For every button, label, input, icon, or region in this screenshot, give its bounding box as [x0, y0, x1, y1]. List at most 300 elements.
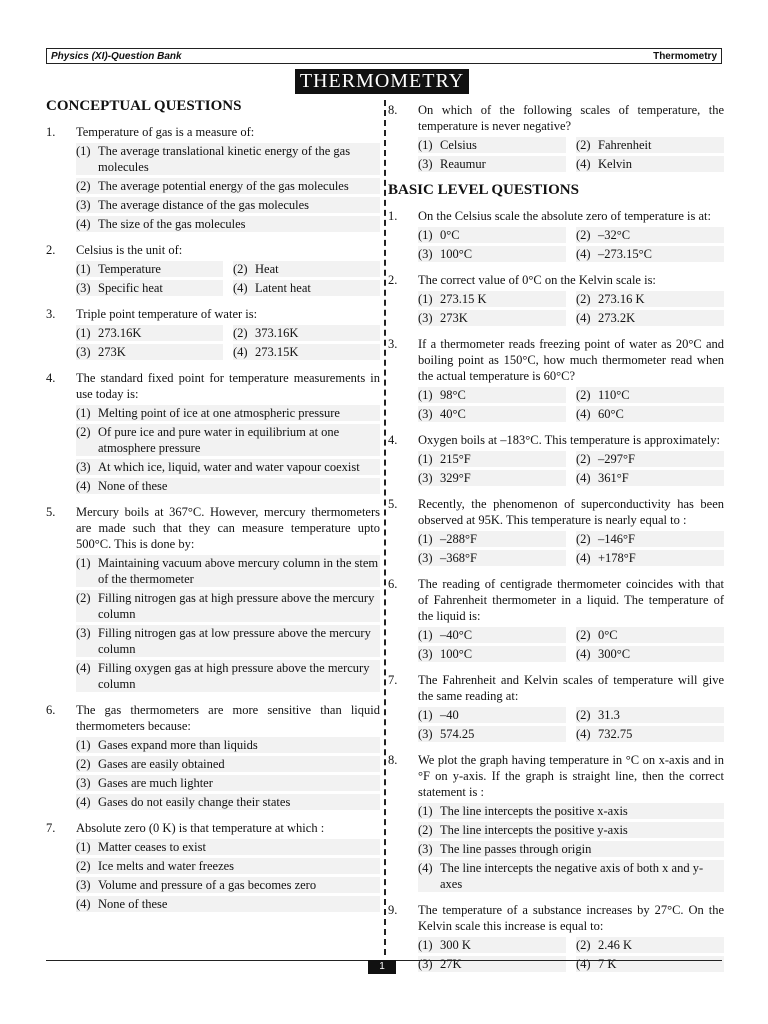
option-number: (4)	[576, 727, 591, 741]
option-number: (2)	[76, 425, 91, 439]
question-text: Celsius is the unit of:	[76, 243, 183, 257]
left-column	[46, 98, 380, 922]
answer-option	[76, 216, 380, 232]
option-list	[76, 143, 380, 232]
option-number: (4)	[576, 157, 591, 171]
question-text: The Fahrenheit and Kelvin scales of temperature will give the same reading at:	[418, 673, 724, 703]
answer-option	[418, 803, 724, 819]
answer-option	[576, 451, 724, 467]
question-text: The correct value of 0°C on the Kelvin scale is:	[418, 273, 656, 287]
option-number: (2)	[576, 532, 591, 546]
option-text: 31.3	[598, 708, 620, 722]
question-number: 8.	[388, 753, 398, 767]
answer-option	[233, 325, 380, 341]
question-block	[388, 672, 724, 742]
option-text: Temperature	[98, 262, 161, 276]
option-text: –40°C	[440, 628, 473, 642]
option-text: The size of the gas molecules	[98, 217, 246, 231]
option-number: (3)	[76, 776, 91, 790]
option-number: (1)	[76, 326, 91, 340]
option-number: (3)	[418, 551, 433, 565]
option-list	[418, 707, 724, 742]
option-text: 273.2K	[598, 311, 636, 325]
option-text: 273.15 K	[440, 292, 487, 306]
answer-option	[233, 261, 380, 277]
option-number: (3)	[418, 957, 433, 971]
option-text: 300 K	[440, 938, 471, 952]
question	[46, 504, 380, 552]
option-list	[76, 839, 380, 912]
answer-option	[76, 405, 380, 421]
option-number: (2)	[76, 757, 91, 771]
option-text: Gases are easily obtained	[98, 757, 225, 771]
question-block	[46, 504, 380, 692]
option-text: Maintaining vacuum above mercury column in the stem of the thermometer	[98, 556, 379, 586]
answer-option	[576, 627, 724, 643]
option-list	[418, 137, 724, 172]
question-number: 6.	[388, 577, 398, 591]
option-number: (2)	[576, 138, 591, 152]
answer-option	[418, 822, 724, 838]
option-text: The line passes through origin	[440, 842, 592, 856]
answer-option	[576, 406, 724, 422]
question	[388, 672, 724, 704]
chapter-title: THERMOMETRY	[295, 69, 469, 94]
option-text: –40	[440, 708, 459, 722]
question	[46, 306, 380, 322]
question-text: Oxygen boils at –183°C. This temperature is approximately:	[418, 433, 720, 447]
option-text: +178°F	[598, 551, 636, 565]
option-text: Filling nitrogen gas at low pressure above the mercury column	[98, 626, 371, 656]
option-text: 373.16K	[255, 326, 299, 340]
question-text: On the Celsius scale the absolute zero of temperature is at:	[418, 209, 711, 223]
question-text: Recently, the phenomenon of superconductivity has been observed at 95K. This temperature is nearly equal to :	[418, 497, 724, 527]
option-text: The line intercepts the positive x-axis	[440, 804, 628, 818]
option-number: (3)	[76, 345, 91, 359]
section-heading-conceptual: CONCEPTUAL QUESTIONS	[46, 98, 242, 114]
answer-option	[76, 737, 380, 753]
option-text: 273.16K	[98, 326, 142, 340]
option-text: At which ice, liquid, water and water vapour coexist	[98, 460, 360, 474]
option-text: Gases expand more than liquids	[98, 738, 258, 752]
option-list	[76, 405, 380, 494]
header-chapter-title: Thermometry	[653, 50, 717, 62]
option-number: (4)	[233, 345, 248, 359]
answer-option	[418, 451, 566, 467]
answer-option	[418, 531, 566, 547]
answer-option	[418, 156, 566, 172]
question-text: We plot the graph having temperature in °C on x-axis and in °F on y-axis. If the graph is straight line, then the correct statement is :	[418, 753, 724, 799]
answer-option	[76, 858, 380, 874]
option-text: The average potential energy of the gas molecules	[98, 179, 349, 193]
answer-option	[418, 470, 566, 486]
option-number: (4)	[233, 281, 248, 295]
option-text: Celsius	[440, 138, 477, 152]
question-number: 9.	[388, 903, 398, 917]
option-number: (2)	[76, 591, 91, 605]
question-number: 3.	[388, 337, 398, 351]
question-number: 4.	[46, 371, 56, 385]
answer-option	[576, 531, 724, 547]
option-text: 2.46 K	[598, 938, 633, 952]
question	[46, 242, 380, 258]
answer-option	[76, 590, 380, 622]
option-list	[418, 803, 724, 892]
option-text: Gases are much lighter	[98, 776, 213, 790]
answer-option	[418, 726, 566, 742]
option-number: (4)	[576, 957, 591, 971]
page-number: 1	[368, 960, 396, 974]
answer-option	[76, 424, 380, 456]
option-number: (1)	[418, 804, 433, 818]
question-number: 5.	[46, 505, 56, 519]
option-text: Specific heat	[98, 281, 163, 295]
column-divider	[384, 100, 386, 955]
question-text: The standard fixed point for temperature measurements in use today is:	[76, 371, 380, 401]
answer-option	[418, 291, 566, 307]
option-list	[76, 555, 380, 692]
option-number: (2)	[576, 388, 591, 402]
answer-option	[576, 470, 724, 486]
question-number: 8.	[388, 103, 398, 117]
question	[388, 496, 724, 528]
option-text: 574.25	[440, 727, 475, 741]
question	[46, 124, 380, 140]
option-text: 273K	[440, 311, 468, 325]
option-text: –273.15°C	[598, 247, 652, 261]
right-column	[388, 102, 724, 982]
answer-option	[576, 291, 724, 307]
option-text: Volume and pressure of a gas becomes zero	[98, 878, 317, 892]
conceptual-question-list	[46, 124, 380, 912]
answer-option	[76, 261, 223, 277]
question-number: 6.	[46, 703, 56, 717]
question-text: Absolute zero (0 K) is that temperature at which :	[76, 821, 325, 835]
question-block	[46, 242, 380, 296]
option-number: (1)	[418, 388, 433, 402]
question-block	[388, 752, 724, 892]
question	[388, 336, 724, 384]
question	[388, 432, 724, 448]
question	[388, 902, 724, 934]
answer-option	[76, 794, 380, 810]
option-number: (2)	[576, 292, 591, 306]
option-text: Gases do not easily change their states	[98, 795, 291, 809]
option-text: 273K	[98, 345, 126, 359]
question-number: 1.	[388, 209, 398, 223]
question-number: 2.	[388, 273, 398, 287]
option-text: 361°F	[598, 471, 629, 485]
option-text: Latent heat	[255, 281, 311, 295]
answer-option	[76, 756, 380, 772]
answer-option	[418, 627, 566, 643]
option-text: Ice melts and water freezes	[98, 859, 235, 873]
option-number: (3)	[418, 727, 433, 741]
question-block	[388, 272, 724, 326]
question-block	[46, 820, 380, 912]
question-block	[388, 208, 724, 262]
question	[388, 208, 724, 224]
answer-option	[418, 956, 566, 972]
header-book-title: Physics (XI)-Question Bank	[51, 50, 182, 62]
question-block	[388, 902, 724, 972]
answer-option	[76, 178, 380, 194]
option-text: Fahrenheit	[598, 138, 652, 152]
option-text: Matter ceases to exist	[98, 840, 206, 854]
option-number: (3)	[76, 198, 91, 212]
question-text: The reading of centigrade thermometer coincides with that of Fahrenheit thermometer in a liquid. The temperature of the liquid is:	[418, 577, 724, 623]
option-text: Filling nitrogen gas at high pressure above the mercury column	[98, 591, 375, 621]
question-block	[46, 370, 380, 494]
option-list	[76, 261, 380, 296]
answer-option	[576, 646, 724, 662]
answer-option	[418, 646, 566, 662]
option-number: (3)	[76, 460, 91, 474]
question-text: On which of the following scales of temperature, the temperature is never negative?	[418, 103, 724, 133]
option-number: (3)	[418, 842, 433, 856]
option-number: (3)	[418, 407, 433, 421]
option-number: (2)	[418, 823, 433, 837]
option-text: 0°C	[440, 228, 460, 242]
question-block	[388, 576, 724, 662]
question	[46, 702, 380, 734]
option-text: None of these	[98, 479, 168, 493]
question	[46, 370, 380, 402]
answer-option	[76, 344, 223, 360]
question-number: 1.	[46, 125, 56, 139]
option-text: None of these	[98, 897, 168, 911]
question-number: 4.	[388, 433, 398, 447]
answer-option	[76, 478, 380, 494]
answer-option	[576, 726, 724, 742]
option-number: (4)	[576, 471, 591, 485]
answer-option	[576, 937, 724, 953]
option-number: (4)	[76, 661, 91, 675]
option-number: (1)	[76, 144, 91, 158]
option-number: (2)	[576, 228, 591, 242]
answer-option	[576, 550, 724, 566]
option-text: –288°F	[440, 532, 477, 546]
option-text: 27K	[440, 957, 462, 971]
question-block	[46, 306, 380, 360]
question	[388, 102, 724, 134]
conceptual-question-8	[388, 102, 724, 172]
answer-option	[576, 246, 724, 262]
option-list	[418, 627, 724, 662]
option-text: 300°C	[598, 647, 631, 661]
question	[388, 752, 724, 800]
option-number: (1)	[418, 228, 433, 242]
option-text: –297°F	[598, 452, 635, 466]
question-block	[388, 432, 724, 486]
answer-option	[576, 137, 724, 153]
question-block	[388, 336, 724, 422]
option-number: (2)	[233, 262, 248, 276]
option-number: (1)	[76, 262, 91, 276]
option-number: (4)	[76, 479, 91, 493]
option-number: (4)	[576, 647, 591, 661]
option-number: (4)	[576, 551, 591, 565]
option-number: (1)	[418, 138, 433, 152]
option-list	[418, 387, 724, 422]
option-number: (4)	[76, 795, 91, 809]
option-text: 273.15K	[255, 345, 299, 359]
option-number: (2)	[576, 452, 591, 466]
answer-option	[76, 325, 223, 341]
answer-option	[418, 387, 566, 403]
option-number: (1)	[418, 628, 433, 642]
question-text: Mercury boils at 367°C. However, mercury thermometers are made such that they can measure temperature upto 500°C. This is done by:	[76, 505, 380, 551]
option-number: (3)	[76, 281, 91, 295]
option-text: Filling oxygen gas at high pressure above the mercury column	[98, 661, 370, 691]
question-number: 5.	[388, 497, 398, 511]
option-text: 329°F	[440, 471, 471, 485]
option-number: (2)	[233, 326, 248, 340]
question-text: If a thermometer reads freezing point of water as 20°C and boiling point as 150°C, how much thermometer read when the actual temperature is 60°C?	[418, 337, 724, 383]
option-text: Of pure ice and pure water in equilibrium at one atmosphere pressure	[98, 425, 340, 455]
option-number: (2)	[76, 859, 91, 873]
question-block	[388, 496, 724, 566]
option-text: The average distance of the gas molecules	[98, 198, 310, 212]
option-text: Heat	[255, 262, 279, 276]
option-number: (3)	[418, 311, 433, 325]
option-list	[418, 937, 724, 972]
option-list	[418, 531, 724, 566]
option-number: (1)	[76, 556, 91, 570]
question-number: 7.	[46, 821, 56, 835]
option-number: (2)	[576, 938, 591, 952]
page-header	[46, 48, 722, 64]
answer-option	[233, 344, 380, 360]
option-text: 60°C	[598, 407, 624, 421]
option-text: The line intercepts the positive y-axis	[440, 823, 628, 837]
answer-option	[576, 227, 724, 243]
answer-option	[418, 227, 566, 243]
option-number: (2)	[576, 708, 591, 722]
option-text: 7 K	[598, 957, 617, 971]
option-text: 110°C	[598, 388, 630, 402]
option-number: (1)	[76, 406, 91, 420]
option-text: 732.75	[598, 727, 633, 741]
question-text: The gas thermometers are more sensitive than liquid thermometers because:	[76, 703, 380, 733]
option-text: The line intercepts the negative axis of both x and y-axes	[440, 861, 704, 891]
option-number: (3)	[418, 471, 433, 485]
question-text: The temperature of a substance increases by 27°C. On the Kelvin scale this increase is equal to:	[418, 903, 724, 933]
answer-option	[576, 156, 724, 172]
answer-option	[76, 839, 380, 855]
question-block	[46, 124, 380, 232]
option-number: (3)	[76, 878, 91, 892]
answer-option	[76, 660, 380, 692]
option-text: 40°C	[440, 407, 466, 421]
option-text: 0°C	[598, 628, 618, 642]
answer-option	[418, 707, 566, 723]
option-number: (1)	[418, 292, 433, 306]
answer-option	[418, 406, 566, 422]
option-text: –146°F	[598, 532, 635, 546]
option-list	[76, 325, 380, 360]
option-number: (4)	[576, 311, 591, 325]
option-number: (1)	[418, 938, 433, 952]
answer-option	[418, 860, 724, 892]
option-text: 98°C	[440, 388, 466, 402]
option-number: (3)	[418, 247, 433, 261]
answer-option	[76, 280, 223, 296]
question-number: 7.	[388, 673, 398, 687]
option-list	[418, 227, 724, 262]
question	[46, 820, 380, 836]
option-list	[76, 737, 380, 810]
option-number: (2)	[576, 628, 591, 642]
option-text: 273.16 K	[598, 292, 645, 306]
answer-option	[576, 310, 724, 326]
answer-option	[76, 896, 380, 912]
answer-option	[76, 143, 380, 175]
option-number: (3)	[76, 626, 91, 640]
option-text: 100°C	[440, 647, 473, 661]
option-number: (2)	[76, 179, 91, 193]
option-list	[418, 291, 724, 326]
question-number: 2.	[46, 243, 56, 257]
option-text: –32°C	[598, 228, 631, 242]
answer-option	[418, 310, 566, 326]
question-text: Triple point temperature of water is:	[76, 307, 258, 321]
question-block	[46, 702, 380, 810]
option-number: (1)	[418, 452, 433, 466]
answer-option	[418, 841, 724, 857]
option-text: The average translational kinetic energy of the gas molecules	[98, 144, 351, 174]
answer-option	[76, 775, 380, 791]
question-number: 3.	[46, 307, 56, 321]
section-heading-basic: BASIC LEVEL QUESTIONS	[388, 182, 579, 198]
option-list	[418, 451, 724, 486]
answer-option	[418, 137, 566, 153]
option-number: (4)	[576, 247, 591, 261]
option-number: (1)	[76, 738, 91, 752]
option-number: (4)	[76, 897, 91, 911]
answer-option	[418, 937, 566, 953]
answer-option	[76, 877, 380, 893]
option-text: Kelvin	[598, 157, 633, 171]
option-number: (1)	[418, 532, 433, 546]
option-text: 100°C	[440, 247, 473, 261]
answer-option	[418, 246, 566, 262]
answer-option	[76, 197, 380, 213]
option-text: Reaumur	[440, 157, 486, 171]
question-text: Temperature of gas is a measure of:	[76, 125, 255, 139]
answer-option	[76, 459, 380, 475]
answer-option	[576, 956, 724, 972]
option-text: –368°F	[440, 551, 477, 565]
answer-option	[576, 707, 724, 723]
question-block	[388, 102, 724, 172]
answer-option	[418, 550, 566, 566]
option-text: 215°F	[440, 452, 471, 466]
option-number: (3)	[418, 647, 433, 661]
basic-question-list	[388, 208, 724, 972]
option-number: (4)	[418, 861, 433, 875]
option-number: (4)	[76, 217, 91, 231]
answer-option	[576, 387, 724, 403]
option-number: (1)	[76, 840, 91, 854]
option-number: (4)	[576, 407, 591, 421]
answer-option	[76, 555, 380, 587]
question	[388, 576, 724, 624]
answer-option	[76, 625, 380, 657]
answer-option	[233, 280, 380, 296]
question	[388, 272, 724, 288]
option-text: Melting point of ice at one atmospheric pressure	[98, 406, 340, 420]
